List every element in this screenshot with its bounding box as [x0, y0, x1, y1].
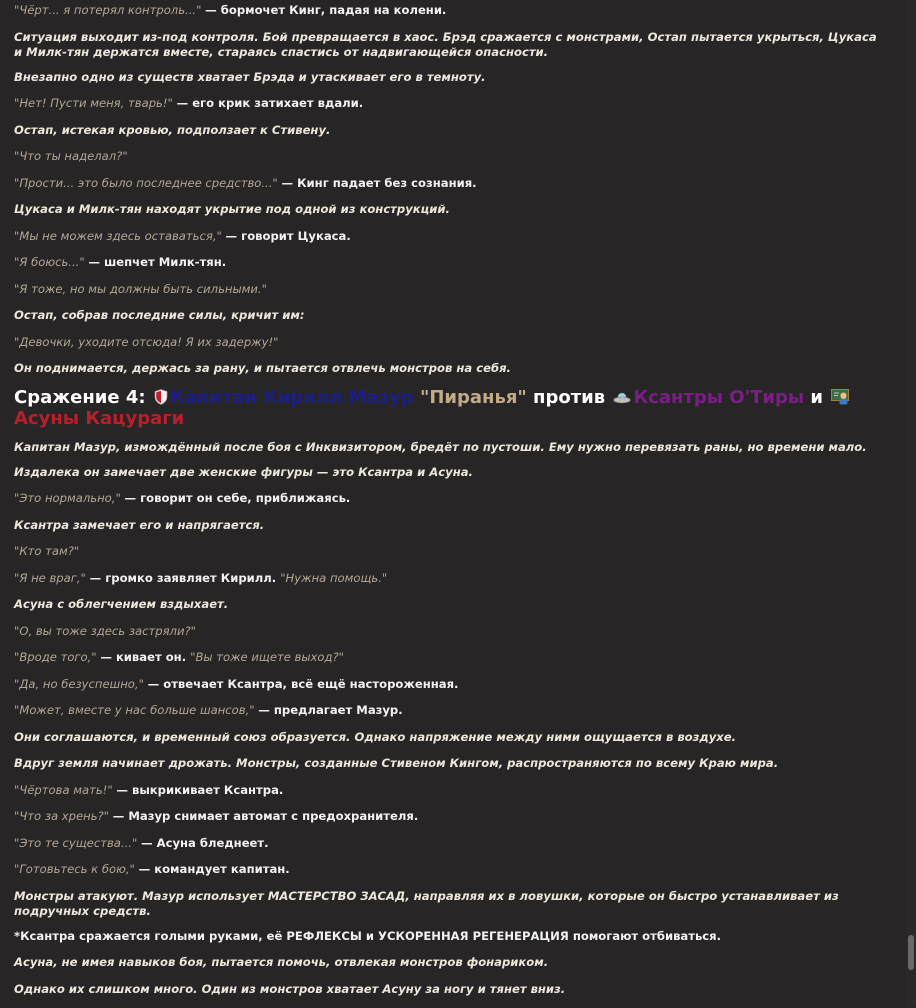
- speech-tag-text: — Мазур снимает автомат с предохранителя.: [112, 809, 419, 823]
- quote-text: "Нужна помощь.": [280, 570, 388, 585]
- chat-message-body: [14, 3, 886, 1008]
- narration-text: Они соглашаются, и временный союз образуется. Однако напряжение между ними ощущается в воздухе.: [14, 729, 737, 744]
- scrollbar[interactable]: [906, 0, 916, 1007]
- fighter-1-nickname: "Пиранья": [413, 386, 527, 408]
- narration-text: Однако их слишком много. Один из монстров хватает Асуну за ногу и тянет вниз.: [14, 981, 566, 996]
- story-paragraph: [14, 149, 886, 164]
- quote-text: "Что за хрень?": [14, 809, 113, 823]
- story-paragraph: [14, 929, 886, 944]
- speech-tag-text: — громко заявляет Кирилл.: [89, 570, 281, 585]
- story-paragraph: [14, 335, 886, 350]
- story-paragraph: [14, 282, 886, 297]
- quote-text: "Чёрт... я потерял контроль...": [14, 3, 206, 17]
- speech-tag-text: *Ксантра сражается голыми руками, её РЕФЛЕКСЫ и УСКОРЕННАЯ РЕГЕНЕРАЦИЯ помогают отбиваться.: [14, 928, 721, 943]
- narration-text: Остап, истекая кровью, подползает к Стивену.: [14, 122, 331, 137]
- fighter-3-name: Асуны Кацураги: [14, 407, 185, 429]
- quote-text: "Нет! Пусти меня, тварь!": [14, 96, 177, 110]
- heading-prefix: Сражение 4:: [14, 386, 152, 408]
- speech-tag-text: — шепчет Милк-тян.: [88, 255, 227, 269]
- quote-text: "Вы тоже ищете выход?": [190, 650, 344, 664]
- speech-tag-text: — предлагает Мазур.: [258, 703, 403, 717]
- story-paragraph: [14, 491, 886, 506]
- narration-text: Асуна, не имея навыков боя, пытается помочь, отвлекая монстров фонариком.: [14, 955, 549, 969]
- speech-tag-text: — говорит Цукаса.: [225, 228, 351, 243]
- story-paragraph: [14, 308, 886, 323]
- story-paragraph: [14, 518, 886, 533]
- quote-text: "Я тоже, но мы должны быть сильными.": [14, 281, 267, 296]
- speech-tag-text: — Асуна бледнеет.: [140, 835, 269, 850]
- story-paragraph: [14, 3, 886, 18]
- narration-text: Внезапно одно из существ хватает Брэда и утаскивает его в темноту.: [14, 69, 486, 84]
- quote-text: "Может, вместе у нас больше шансов,": [14, 703, 259, 717]
- story-paragraph: [14, 862, 886, 877]
- story-block-2: [14, 440, 886, 997]
- story-paragraph: [14, 30, 886, 60]
- story-paragraph: [14, 176, 886, 191]
- quote-text: "Кто там?": [14, 544, 80, 558]
- speech-tag-text: — отвечает Ксантра, всё ещё настороженная.: [147, 676, 459, 691]
- narration-text: Остап, собрав последние силы, кричит им:: [14, 308, 305, 322]
- narration-text: Цукаса и Милк-тян находят укрытие под одной из конструкций.: [14, 202, 450, 216]
- fighter-2-name: Ксантры О'Тиры: [633, 386, 805, 408]
- story-paragraph: [14, 624, 886, 639]
- story-paragraph: [14, 544, 886, 559]
- speech-tag-text: — выкрикивает Ксантра.: [116, 782, 284, 797]
- quote-text: "Я не враг,": [14, 570, 90, 585]
- quote-text: "О, вы тоже здесь застряли?": [14, 623, 196, 638]
- story-paragraph: [14, 571, 886, 586]
- versus-label: против: [526, 386, 612, 408]
- story-paragraph: [14, 465, 886, 480]
- speech-tag-text: — командует капитан.: [138, 862, 290, 876]
- quote-text: "Я боюсь...": [14, 255, 89, 269]
- speech-tag-text: — кивает он.: [100, 650, 191, 664]
- narration-text: Капитан Мазур, измождённый после боя с Инквизитором, бредёт по пустоши. Ему нужно перевязать раны, но времени мало.: [14, 439, 867, 454]
- story-paragraph: [14, 730, 886, 745]
- story-paragraph: [14, 361, 886, 376]
- story-paragraph: [14, 597, 886, 612]
- story-paragraph: [14, 255, 886, 270]
- story-paragraph: [14, 783, 886, 798]
- quote-text: "Вроде того,": [14, 650, 101, 664]
- quote-text: "Девочки, уходите отсюда! Я их задержу!": [14, 334, 279, 349]
- story-paragraph: [14, 70, 886, 85]
- scrollbar-thumb[interactable]: [908, 935, 914, 970]
- quote-text: "Прости... это было последнее средство...": [14, 175, 282, 190]
- narration-text: Монстры атакуют. Мазур использует МАСТЕРСТВО ЗАСАД, направляя их в ловушки, которые он быстро устанавливает из подручных средств.: [14, 888, 839, 918]
- battle-heading: [14, 388, 886, 428]
- speech-tag-text: — его крик затихает вдали.: [176, 96, 364, 110]
- story-paragraph: [14, 123, 886, 138]
- shield-icon: [154, 389, 168, 409]
- narration-text: Ситуация выходит из-под контроля. Бой превращается в хаос. Брэд сражается с монстрами, Остап пытается укрыться, Цукаса и Милк-тян держатся вместе, стараясь спастись от надвигающейся опасности.: [14, 29, 877, 59]
- and-label: и: [804, 386, 830, 408]
- story-paragraph: [14, 650, 886, 665]
- narration-text: Асуна с облегчением вздыхает.: [14, 597, 229, 611]
- story-paragraph: [14, 982, 886, 997]
- quote-text: "Готовьтесь к бою,": [14, 862, 139, 876]
- story-paragraph: [14, 440, 886, 455]
- quote-text: "Мы не можем здесь оставаться,": [14, 228, 226, 243]
- quote-text: "Это нормально,": [14, 491, 125, 505]
- ufo-icon: [613, 390, 631, 409]
- story-paragraph: [14, 677, 886, 692]
- narration-text: Он поднимается, держась за рану, и пытается отвлечь монстров на себя.: [14, 361, 511, 375]
- story-paragraph: [14, 756, 886, 771]
- story-paragraph: [14, 96, 886, 111]
- narration-text: Вдруг земля начинает дрожать. Монстры, созданные Стивеном Кингом, распространяются по всему Краю мира.: [14, 756, 779, 770]
- story-paragraph: [14, 229, 886, 244]
- quote-text: "Что ты наделал?": [14, 149, 128, 163]
- narration-text: Издалека он замечает две женские фигуры — это Ксантра и Асуна.: [14, 464, 473, 479]
- story-paragraph: [14, 955, 886, 970]
- story-paragraph: [14, 703, 886, 718]
- story-paragraph: [14, 809, 886, 824]
- teacher-icon: [831, 389, 849, 409]
- story-paragraph: [14, 202, 886, 217]
- speech-tag-text: — говорит он себе, приближаясь.: [124, 491, 351, 505]
- speech-tag-text: — Кинг падает без сознания.: [281, 175, 477, 190]
- story-paragraph: [14, 836, 886, 851]
- quote-text: "Чёртова мать!": [14, 782, 117, 797]
- narration-text: Ксантра замечает его и напрягается.: [14, 517, 265, 532]
- fighter-1-name: Капитан Кирилл Мазур: [169, 386, 414, 408]
- speech-tag-text: — бормочет Кинг, падая на колени.: [205, 3, 447, 17]
- quote-text: "Да, но безуспешно,": [14, 676, 148, 691]
- quote-text: "Это те существа...": [14, 835, 141, 850]
- story-paragraph: [14, 889, 886, 919]
- story-block-1: [14, 3, 886, 376]
